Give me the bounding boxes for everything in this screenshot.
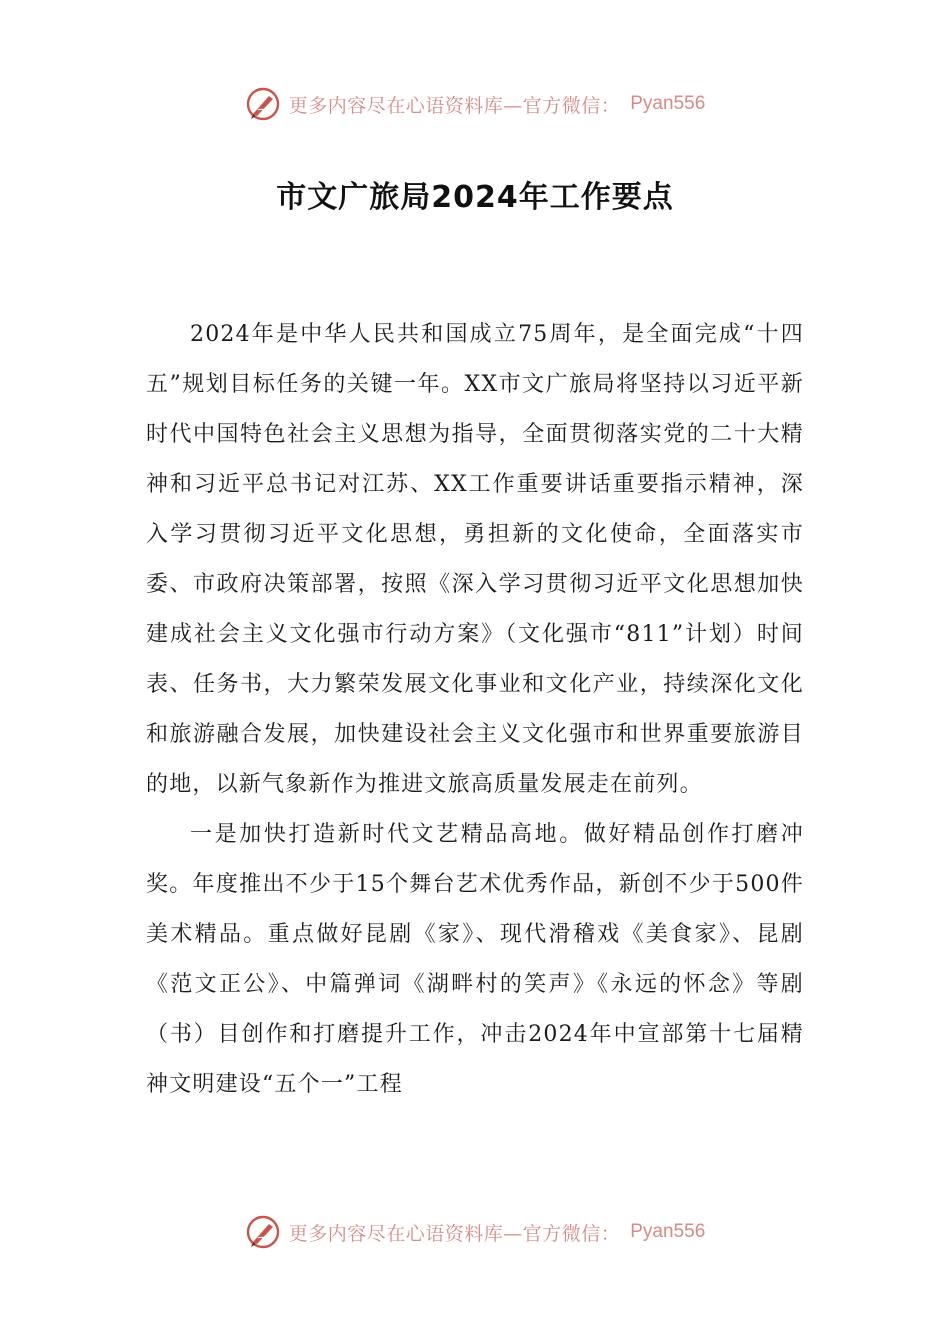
watermark-footer [0,1212,950,1252]
pen-logo-icon [245,86,281,122]
watermark-header [0,84,950,124]
watermark-wechat-id: Pyan556 [630,1221,706,1242]
paragraph-intro: 2024年是中华人民共和国成立75周年，是全面完成“十四五”规划目标任务的关键一年。XX市文广旅局将坚持以习近平新时代中国特色社会主义思想为指导，全面贯彻落实党的二十大精神和习近平总书记对江苏、XX工作重要讲话重要指示精神，深入学习贯彻习近平文化思想，勇担新的文化使命，全面落实市委、市政府决策部署，按照《深入学习贯彻习近平文化思想加快建成社会主义文化强市行动方案》（文化强市“811”计划）时间表、任务书，大力繁荣发展文化事业和文化产业，持续深化文化和旅游融合发展，加快建设社会主义文化强市和世界重要旅游目的地，以新气象新作为推进文旅高质量发展走在前列。 [146,322,804,797]
watermark-wechat-id: Pyan556 [630,93,706,114]
pen-logo-icon [245,1214,281,1250]
watermark-text: 更多内容尽在心语资料库—官方微信： [288,94,621,117]
document-title: 市文广旅局2024年工作要点 [276,180,674,215]
paragraph-point-one: 一是加快打造新时代文艺精品高地。做好精品创作打磨冲奖。年度推出不少于15个舞台艺术优秀作品，新创不少于500件美术精品。重点做好昆剧《家》、现代滑稽戏《美食家》、昆剧《范文正公》、中篇弹词《湖畔村的笑声》《永远的怀念》等剧（书）目创作和打磨提升工作，冲击2024年中宣部第十七届精神文明建设“五个一”工程 [146,822,804,1097]
watermark-text: 更多内容尽在心语资料库—官方微信： [288,1222,621,1245]
document-body [146,310,804,1110]
